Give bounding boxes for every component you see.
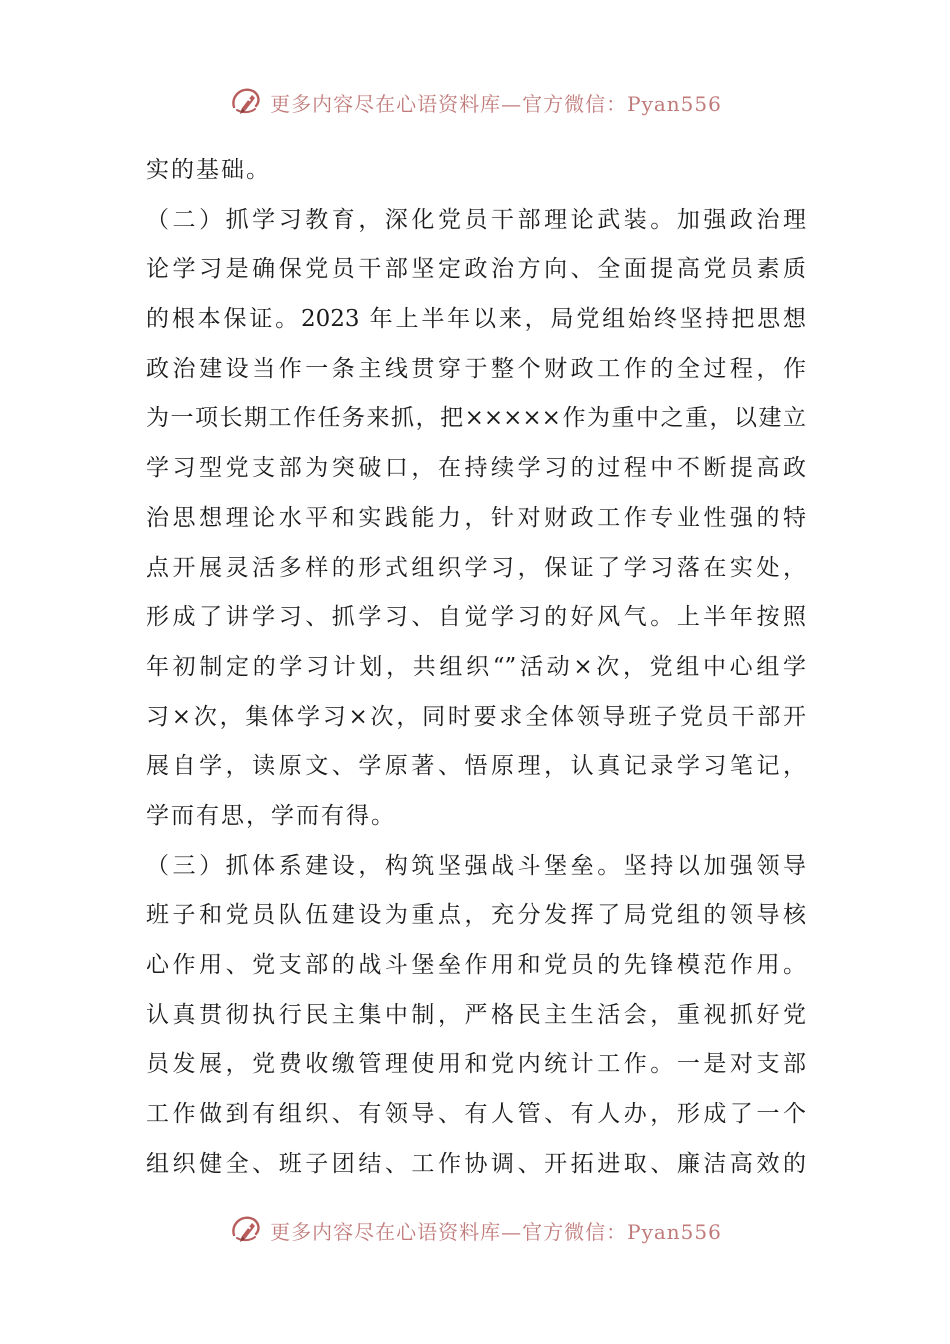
text-line: 年初制定的学习计划，共组织“”活动×次，党组中心组学 [146, 653, 806, 680]
text-line: 点开展灵活多样的形式组织学习，保证了学习落在实处， [146, 554, 806, 581]
text-line: 政治建设当作一条主线贯穿于整个财政工作的全过程，作 [146, 355, 806, 382]
watermark-text: 更多内容尽在心语资料库—官方微信：Pyan556 [270, 91, 722, 116]
text-line: 的根本保证。2023 年上半年以来，局党组始终坚持把思想 [146, 306, 806, 333]
section-heading-line: （三）抓体系建设，构筑坚强战斗堡垒。坚持以加强领导 [146, 852, 806, 879]
text-line: 展自学，读原文、学原著、悟原理，认真记录学习笔记， [146, 753, 806, 780]
text-line: 认真贯彻执行民主集中制，严格民主生活会，重视抓好党 [146, 1001, 806, 1028]
text-line: 论学习是确保党员干部坚定政治方向、全面提高党员素质 [146, 256, 806, 283]
pen-logo-icon [228, 83, 266, 121]
footer-watermark [0, 1210, 950, 1250]
section-heading-line: （二）抓学习教育，深化党员干部理论武装。加强政治理 [146, 206, 806, 233]
text-line: 学而有思，学而有得。 [146, 802, 396, 829]
text-line: 治思想理论水平和实践能力，针对财政工作专业性强的特 [146, 504, 806, 531]
text-line: 学习型党支部为突破口，在持续学习的过程中不断提高政 [146, 455, 806, 482]
text-line: 员发展，党费收缴管理使用和党内统计工作。一是对支部 [146, 1051, 806, 1078]
watermark-text: 更多内容尽在心语资料库—官方微信：Pyan556 [270, 1219, 722, 1244]
text-line: 形成了讲学习、抓学习、自觉学习的好风气。上半年按照 [146, 604, 806, 631]
header-watermark [0, 82, 950, 122]
text-line: 为一项长期工作任务来抓，把×××××作为重中之重，以建立 [146, 405, 806, 432]
document-body [146, 146, 806, 1189]
text-line: 习×次，集体学习×次，同时要求全体领导班子党员干部开 [146, 703, 806, 730]
pen-logo-icon [228, 1211, 266, 1249]
text-line: 组织健全、班子团结、工作协调、开拓进取、廉洁高效的 [146, 1150, 806, 1177]
text-line: 心作用、党支部的战斗堡垒作用和党员的先锋模范作用。 [146, 952, 806, 978]
text-line: 实的基础。 [146, 157, 271, 183]
text-line: 班子和党员队伍建设为重点，充分发挥了局党组的领导核 [146, 902, 806, 929]
text-line: 工作做到有组织、有领导、有人管、有人办，形成了一个 [146, 1101, 806, 1128]
